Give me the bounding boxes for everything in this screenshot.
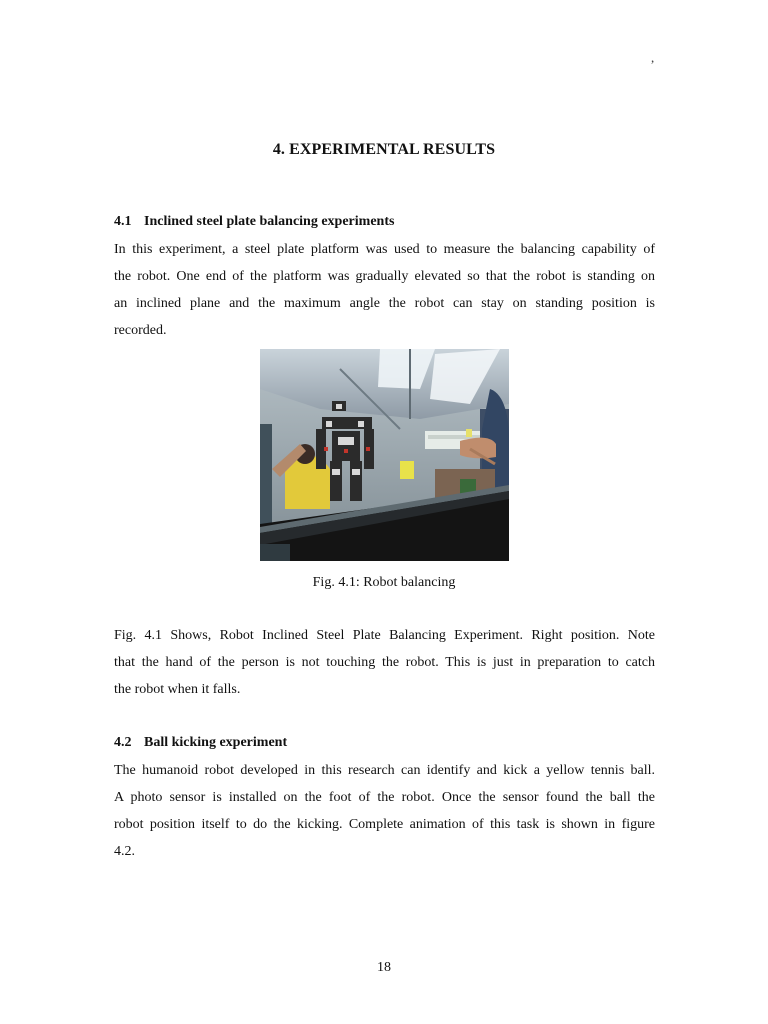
section-4-1-paragraph <box>114 236 655 344</box>
section-title: Inclined steel plate balancing experiments <box>144 214 395 229</box>
page-number: 18 <box>377 960 391 975</box>
paragraph-line: recorded. <box>114 323 167 338</box>
section-4-2-paragraph <box>114 757 655 865</box>
section-heading-4-1 <box>114 214 394 230</box>
paragraph-line: robot position itself to do the kicking. Complete animation of this task is shown in figure <box>114 817 655 832</box>
paragraph-line: Fig. 4.1 Shows, Robot Inclined Steel Plate Balancing Experiment. Right position. Note <box>114 628 655 643</box>
corner-mark: , <box>651 50 655 65</box>
paragraph-line: In this experiment, a steel plate platform was used to measure the balancing capability of <box>114 242 655 257</box>
photo-illustration <box>260 349 509 561</box>
robot-balancing-photo <box>260 349 509 561</box>
section-heading-4-2 <box>114 735 287 751</box>
figure-note-paragraph <box>114 622 655 703</box>
paragraph-line: that the hand of the person is not touching the robot. This is just in preparation to catch <box>114 655 655 670</box>
section-number: 4.1 <box>114 214 132 229</box>
paragraph-line: an inclined plane and the maximum angle the robot can stay on standing position is <box>114 296 655 311</box>
paragraph-line: the robot. One end of the platform was gradually elevated so that the robot is standing on <box>114 269 655 284</box>
paragraph-line: the robot when it falls. <box>114 682 241 697</box>
paragraph-line: A photo sensor is installed on the foot of the robot. Once the sensor found the ball the <box>114 790 655 805</box>
paragraph-line: 4.2. <box>114 844 135 859</box>
section-title: Ball kicking experiment <box>144 735 288 750</box>
chapter-title: 4. EXPERIMENTAL RESULTS <box>272 141 496 158</box>
paragraph-line: The humanoid robot developed in this research can identify and kick a yellow tennis ball. <box>114 763 655 778</box>
section-number: 4.2 <box>114 735 132 750</box>
figure-caption: Fig. 4.1: Robot balancing <box>312 575 456 590</box>
